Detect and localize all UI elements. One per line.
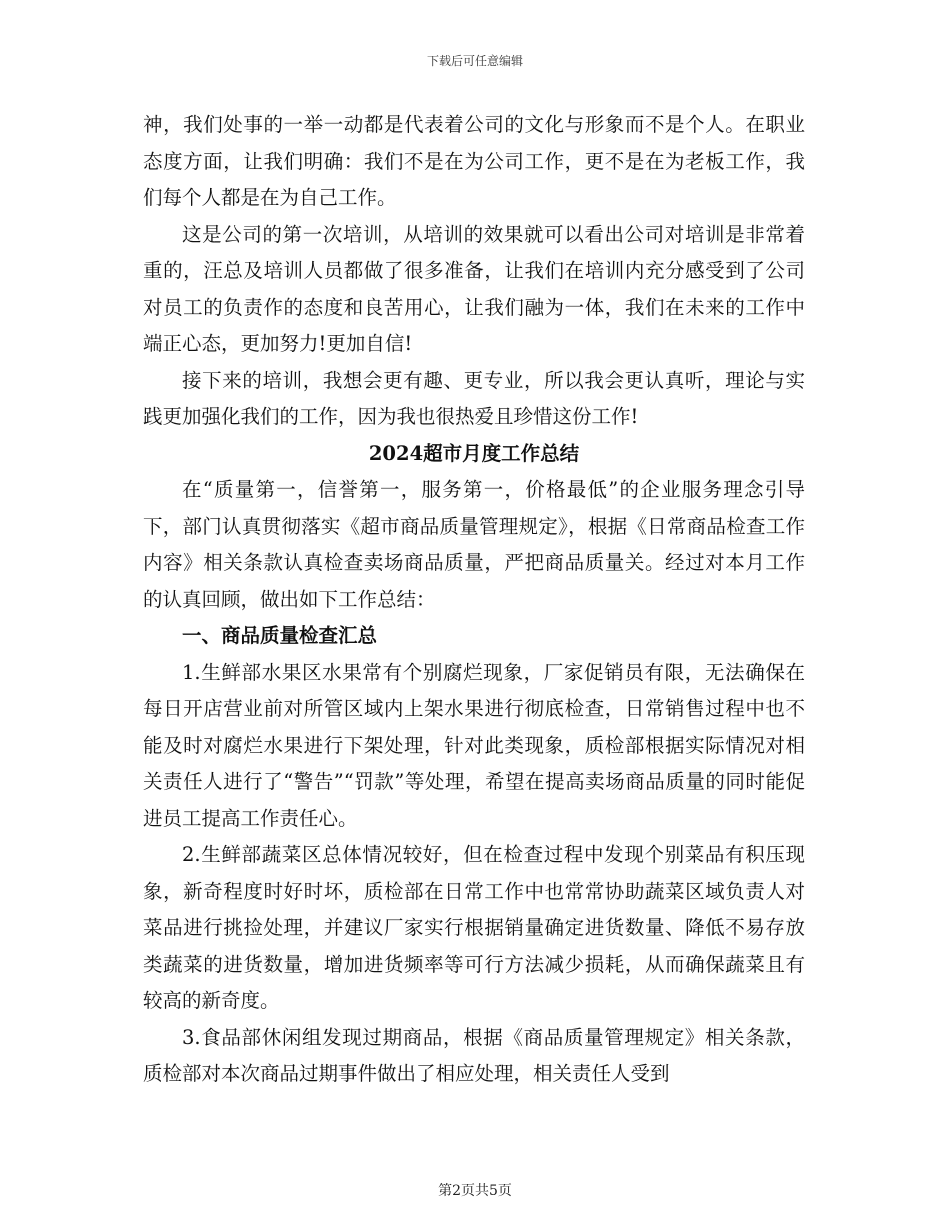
- paragraph-continuation: 神，我们处事的一举一动都是代表着公司的文化与形象而不是个人。在职业态度方面，让我们明确：我们不是在为公司工作，更不是在为老板工作，我们每个人都是在为自己工作。: [143, 113, 805, 209]
- page-number: 第2页共5页: [438, 1183, 512, 1199]
- list-item-fruit: 1.生鲜部水果区水果常有个别腐烂现象，厂家促销员有限，无法确保在每日开店营业前对所管区域内上架水果进行彻底检查，日常销售过程中也不能及时对腐烂水果进行下架处理，针对此类现象，质检部根据实际情况对相关责任人进行了“警告”“罚款”等处理，希望在提高卖场商品质量的同时能促进员工提高工作责任心。: [143, 660, 805, 830]
- list-item-vegetable: 2.生鲜部蔬菜区总体情况较好，但在检查过程中发现个别菜品有积压现象，新奇程度时好时坏，质检部在日常工作中也常常协助蔬菜区域负责人对菜品进行挑捡处理，并建议厂家实行根据销量确定进货数量、降低不易存放类蔬菜的进货数量，增加进货频率等可行方法减少损耗，从而确保蔬菜且有较高的新奇度。: [143, 843, 805, 1012]
- paragraph-training-effect: 这是公司的第一次培训，从培训的效果就可以看出公司对培训是非常着重的，汪总及培训人员都做了很多准备，让我们在培训内充分感受到了公司对员工的负责作的态度和良苦用心，让我们融为一体，我们在未来的工作中端正心态，更加努力!更加自信!: [143, 222, 805, 355]
- paragraph-next-training: 接下来的培训，我想会更有趣、更专业，所以我会更认真听，理论与实践更加强化我们的工作，因为我也很热爱且珍惜这份工作!: [143, 368, 805, 428]
- paragraph-intro: 在“质量第一，信誉第一，服务第一，价格最低”的企业服务理念引导下，部门认真贯彻落实《超市商品质量管理规定》，根据《日常商品检查工作内容》相关条款认真检查卖场商品质量，严把商品质量关。经过对本月工作的认真回顾，做出如下工作总结：: [143, 478, 805, 611]
- list-item-expired-goods: 3.食品部休闲组发现过期商品，根据《商品质量管理规定》相关条款，质检部对本次商品过期事件做出了相应处理，相关责任人受到: [143, 1025, 805, 1085]
- page-header-note: 下载后可任意编辑: [426, 54, 523, 68]
- section-heading-quality-check: 一、商品质量检查汇总: [182, 624, 378, 647]
- document-title: 2024超市月度工作总结: [368, 441, 580, 465]
- document-body: [143, 107, 805, 1093]
